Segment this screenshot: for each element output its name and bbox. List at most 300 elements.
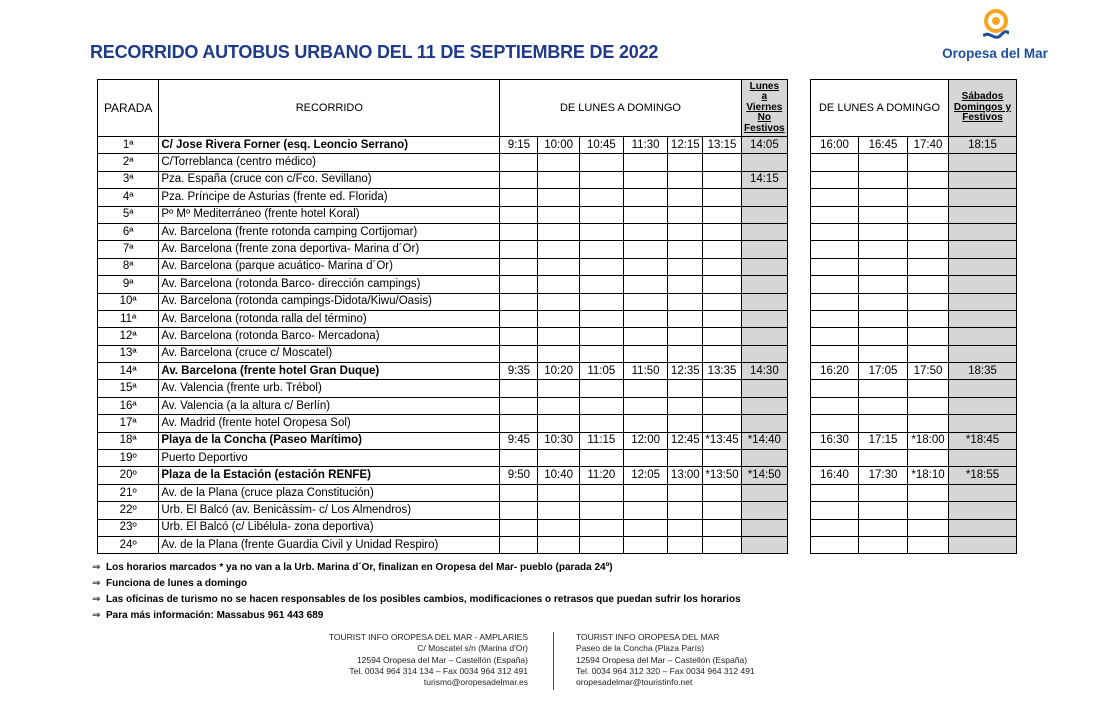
afternoon-time — [811, 310, 859, 327]
departure-time — [579, 189, 623, 206]
departure-time — [703, 310, 741, 327]
weekday-time — [741, 310, 787, 327]
afternoon-time — [811, 189, 859, 206]
departure-time: 9:15 — [500, 137, 538, 154]
footer-line[interactable]: oropesadelmar@touristinfo.net — [576, 677, 693, 688]
note-item — [92, 576, 741, 592]
departure-time — [623, 223, 667, 240]
weekday-time: *14:50 — [741, 467, 787, 484]
afternoon-time: *18:00 — [908, 432, 949, 449]
stop-row-afternoon — [811, 206, 1017, 223]
footer-divider — [553, 632, 554, 690]
weekend-time — [949, 206, 1017, 223]
afternoon-time — [908, 502, 949, 519]
weekday-time — [741, 380, 787, 397]
stop-name: Av. Barcelona (frente rotonda camping Cortijomar) — [159, 223, 500, 240]
weekend-time — [949, 345, 1017, 362]
stop-row-afternoon — [811, 519, 1017, 536]
departure-time — [703, 484, 741, 501]
afternoon-time — [908, 206, 949, 223]
departure-time — [538, 310, 579, 327]
departure-time — [538, 258, 579, 275]
stop-row — [98, 432, 788, 449]
footer-line: TOURIST INFO OROPESA DEL MAR — [576, 632, 720, 642]
departure-time — [623, 293, 667, 310]
departure-time — [500, 189, 538, 206]
weekend-time — [949, 293, 1017, 310]
weekday-time — [741, 397, 787, 414]
footer-office-concha — [576, 632, 836, 688]
departure-time — [623, 310, 667, 327]
departure-time — [703, 293, 741, 310]
afternoon-time — [908, 519, 949, 536]
weekend-time — [949, 171, 1017, 188]
weekday-time — [741, 241, 787, 258]
afternoon-time — [859, 206, 908, 223]
departure-time — [623, 519, 667, 536]
stop-row — [98, 276, 788, 293]
stop-row — [98, 467, 788, 484]
footer-line: 12594 Oropesa del Mar – Castellón (España) — [576, 654, 748, 665]
stop-row-afternoon — [811, 345, 1017, 362]
afternoon-time — [908, 223, 949, 240]
departure-time — [538, 484, 579, 501]
weekday-time — [741, 189, 787, 206]
stop-row — [98, 380, 788, 397]
departure-time — [500, 450, 538, 467]
weekend-time — [949, 310, 1017, 327]
departure-time: 12:15 — [668, 137, 703, 154]
stop-row — [98, 519, 788, 536]
weekend-time — [949, 241, 1017, 258]
departure-time — [538, 536, 579, 553]
departure-time: 12:00 — [623, 432, 667, 449]
weekend-time — [949, 223, 1017, 240]
afternoon-time — [859, 328, 908, 345]
departure-time — [668, 241, 703, 258]
departure-time — [579, 258, 623, 275]
note-text: Los horarios marcados * ya no van a la Urb. Marina d´Or, finalizan en Oropesa del Mar- pueblo (parada 24º) — [106, 562, 613, 573]
departure-time — [623, 345, 667, 362]
departure-time — [703, 189, 741, 206]
stop-name: Pza. Príncipe de Asturias (frente ed. Florida) — [159, 189, 500, 206]
departure-time — [538, 223, 579, 240]
stop-name: Puerto Deportivo — [159, 450, 500, 467]
stop-row — [98, 484, 788, 501]
afternoon-time — [859, 223, 908, 240]
footer-line[interactable]: turismo@oropesadelmar.es — [423, 677, 528, 688]
departure-time: 10:00 — [538, 137, 579, 154]
afternoon-time — [811, 171, 859, 188]
afternoon-time — [859, 241, 908, 258]
afternoon-time — [811, 484, 859, 501]
stop-name: Av. de la Plana (frente Guardia Civil y Unidad Respiro) — [159, 536, 500, 553]
afternoon-time — [859, 189, 908, 206]
afternoon-time — [859, 310, 908, 327]
afternoon-time — [908, 154, 949, 171]
afternoon-time — [908, 293, 949, 310]
afternoon-time — [811, 536, 859, 553]
afternoon-time — [811, 345, 859, 362]
stop-number: 12ª — [98, 328, 159, 345]
stop-number: 6ª — [98, 223, 159, 240]
afternoon-time: 17:40 — [908, 137, 949, 154]
departure-time — [623, 171, 667, 188]
departure-time — [538, 502, 579, 519]
afternoon-time — [908, 450, 949, 467]
afternoon-time — [859, 484, 908, 501]
col-lunes-viernes-header — [741, 80, 787, 137]
stop-row — [98, 293, 788, 310]
stop-row-afternoon — [811, 432, 1017, 449]
afternoon-time: *18:10 — [908, 467, 949, 484]
afternoon-time — [811, 258, 859, 275]
departure-time — [538, 345, 579, 362]
sabados-label-line: Festivos — [962, 112, 1003, 124]
weekend-time — [949, 276, 1017, 293]
stop-name: C/Torreblanca (centro médico) — [159, 154, 500, 171]
departure-time — [668, 310, 703, 327]
weekday-time — [741, 345, 787, 362]
afternoon-time — [811, 293, 859, 310]
afternoon-time: 16:00 — [811, 137, 859, 154]
departure-time — [668, 415, 703, 432]
stop-name: Pº Mº Mediterráneo (frente hotel Koral) — [159, 206, 500, 223]
departure-time — [703, 536, 741, 553]
logo-text: Oropesa del Mar — [942, 46, 1048, 61]
weekday-time — [741, 328, 787, 345]
weekend-time: 18:35 — [949, 363, 1017, 380]
departure-time — [500, 310, 538, 327]
sabados-label-line: Sábados — [961, 91, 1004, 103]
note-text: Para más información: Massabus 961 443 689 — [106, 610, 324, 621]
stop-name: Av. Barcelona (frente hotel Gran Duque) — [159, 363, 500, 380]
departure-time — [579, 223, 623, 240]
stop-row — [98, 171, 788, 188]
stop-row — [98, 363, 788, 380]
footer-line: Tel. 0034 964 312 320 – Fax 0034 964 312 491 — [576, 665, 755, 676]
departure-time — [579, 276, 623, 293]
stop-number: 14ª — [98, 363, 159, 380]
departure-time — [703, 519, 741, 536]
departure-time: 12:45 — [668, 432, 703, 449]
departure-time — [703, 380, 741, 397]
departure-time — [538, 276, 579, 293]
stop-number: 16ª — [98, 397, 159, 414]
stop-row-afternoon — [811, 397, 1017, 414]
departure-time — [500, 415, 538, 432]
stop-name: Av. de la Plana (cruce plaza Constitución) — [159, 484, 500, 501]
stop-row — [98, 258, 788, 275]
stop-row — [98, 206, 788, 223]
footer-office-amplaries — [300, 632, 528, 688]
afternoon-time — [859, 171, 908, 188]
departure-time: 12:05 — [623, 467, 667, 484]
stop-number: 21º — [98, 484, 159, 501]
afternoon-time — [859, 293, 908, 310]
stop-name: Av. Barcelona (parque acuático- Marina d´Or) — [159, 258, 500, 275]
afternoon-time — [908, 484, 949, 501]
departure-time — [500, 241, 538, 258]
afternoon-time — [908, 397, 949, 414]
departure-time — [500, 345, 538, 362]
stop-row-afternoon — [811, 223, 1017, 240]
departure-time — [703, 415, 741, 432]
weekday-time — [741, 415, 787, 432]
stop-number: 8ª — [98, 258, 159, 275]
stop-row-afternoon — [811, 328, 1017, 345]
departure-time — [538, 380, 579, 397]
stop-row-afternoon — [811, 137, 1017, 154]
departure-time — [500, 397, 538, 414]
departure-time — [623, 189, 667, 206]
stop-name: Av. Barcelona (rotonda campings-Didota/Kiwu/Oasis) — [159, 293, 500, 310]
departure-time: *13:45 — [703, 432, 741, 449]
afternoon-time — [859, 276, 908, 293]
afternoon-time — [908, 241, 949, 258]
departure-time — [623, 328, 667, 345]
stop-row-afternoon — [811, 450, 1017, 467]
afternoon-time — [859, 502, 908, 519]
departure-time — [703, 397, 741, 414]
stop-number: 10ª — [98, 293, 159, 310]
weekday-time: *14:40 — [741, 432, 787, 449]
departure-time — [668, 293, 703, 310]
departure-time: 10:40 — [538, 467, 579, 484]
departure-time — [538, 397, 579, 414]
departure-time — [668, 154, 703, 171]
afternoon-time — [859, 450, 908, 467]
stop-row — [98, 154, 788, 171]
weekday-time: 14:15 — [741, 171, 787, 188]
stop-number: 5ª — [98, 206, 159, 223]
afternoon-time — [908, 415, 949, 432]
timetable-main — [97, 79, 788, 554]
note-item — [92, 608, 741, 624]
stop-row — [98, 189, 788, 206]
departure-time — [703, 171, 741, 188]
departure-time — [538, 328, 579, 345]
stop-row — [98, 536, 788, 553]
departure-time — [668, 276, 703, 293]
footer-line: TOURIST INFO OROPESA DEL MAR - AMPLARIES — [328, 632, 528, 642]
stop-name: Av. Barcelona (rotonda ralla del término) — [159, 310, 500, 327]
departure-time — [538, 154, 579, 171]
weekend-time: *18:55 — [949, 467, 1017, 484]
afternoon-time — [859, 536, 908, 553]
stop-name: Av. Valencia (a la altura c/ Berlín) — [159, 397, 500, 414]
arrow-icon: ⇒ — [92, 578, 101, 589]
notes-list — [92, 560, 741, 624]
sabados-label-line: Domingos y — [953, 101, 1012, 113]
departure-time: 11:15 — [579, 432, 623, 449]
departure-time — [668, 519, 703, 536]
weekday-time — [741, 450, 787, 467]
departure-time — [500, 380, 538, 397]
stop-number: 9ª — [98, 276, 159, 293]
departure-time — [500, 154, 538, 171]
stop-row — [98, 502, 788, 519]
page-title: RECORRIDO AUTOBUS URBANO DEL 11 DE SEPTIEMBRE DE 2022 — [90, 42, 659, 62]
footer-line: Tel. 0034 964 314 134 – Fax 0034 964 312 491 — [349, 665, 528, 676]
departure-time — [579, 310, 623, 327]
departure-time — [538, 450, 579, 467]
stop-row-afternoon — [811, 293, 1017, 310]
stop-row-afternoon — [811, 154, 1017, 171]
stop-row — [98, 415, 788, 432]
departure-time — [500, 206, 538, 223]
departure-time — [538, 415, 579, 432]
afternoon-time — [908, 380, 949, 397]
weekend-time — [949, 502, 1017, 519]
departure-time — [579, 328, 623, 345]
afternoon-time — [811, 276, 859, 293]
col-recorrido-header: RECORRIDO — [159, 80, 500, 137]
weekend-time — [949, 154, 1017, 171]
stop-row-afternoon — [811, 484, 1017, 501]
stop-row — [98, 223, 788, 240]
departure-time — [668, 258, 703, 275]
departure-time — [703, 223, 741, 240]
departure-time — [623, 276, 667, 293]
departure-time — [668, 450, 703, 467]
stop-row-afternoon — [811, 363, 1017, 380]
weekend-time — [949, 189, 1017, 206]
lunes-viernes-label-line: a — [761, 91, 768, 103]
departure-time: 11:20 — [579, 467, 623, 484]
departure-time — [668, 189, 703, 206]
departure-time — [668, 206, 703, 223]
stop-row-afternoon — [811, 241, 1017, 258]
afternoon-time — [859, 415, 908, 432]
weekday-time — [741, 276, 787, 293]
departure-time: *13:50 — [703, 467, 741, 484]
stop-number: 15ª — [98, 380, 159, 397]
departure-time — [703, 345, 741, 362]
departure-time — [668, 536, 703, 553]
stop-number: 19º — [98, 450, 159, 467]
afternoon-time — [811, 241, 859, 258]
afternoon-time: 16:30 — [811, 432, 859, 449]
departure-time — [623, 380, 667, 397]
stop-name: Plaza de la Estación (estación RENFE) — [159, 467, 500, 484]
stop-name: Urb. El Balcó (c/ Libélula- zona deportiva) — [159, 519, 500, 536]
weekday-time — [741, 519, 787, 536]
footer-line: C/ Moscatel s/n (Marina d'Or) — [417, 643, 528, 654]
weekday-time: 14:05 — [741, 137, 787, 154]
weekend-time — [949, 380, 1017, 397]
departure-time — [623, 154, 667, 171]
stop-name: Playa de la Concha (Paseo Marítimo) — [159, 432, 500, 449]
weekday-time — [741, 206, 787, 223]
afternoon-time — [811, 206, 859, 223]
departure-time — [500, 223, 538, 240]
timetable-afternoon — [810, 79, 1017, 554]
departure-time: 12:35 — [668, 363, 703, 380]
note-text: Funciona de lunes a domingo — [106, 578, 248, 589]
stop-name: Av. Barcelona (cruce c/ Moscatel) — [159, 345, 500, 362]
afternoon-time: 17:30 — [859, 467, 908, 484]
afternoon-time — [908, 258, 949, 275]
afternoon-time: 16:40 — [811, 467, 859, 484]
departure-time: 11:05 — [579, 363, 623, 380]
weekend-time — [949, 519, 1017, 536]
departure-time: 11:50 — [623, 363, 667, 380]
departure-time — [668, 328, 703, 345]
stop-name: Av. Valencia (frente urb. Trébol) — [159, 380, 500, 397]
stop-name: Av. Madrid (frente hotel Oropesa Sol) — [159, 415, 500, 432]
weekday-time — [741, 293, 787, 310]
departure-time — [623, 502, 667, 519]
departure-time — [500, 519, 538, 536]
col-lunes-domingo-header: DE LUNES A DOMINGO — [500, 80, 741, 137]
afternoon-time — [859, 258, 908, 275]
afternoon-time — [908, 171, 949, 188]
arrow-icon: ⇒ — [92, 562, 101, 573]
stop-number: 2ª — [98, 154, 159, 171]
afternoon-time: 17:50 — [908, 363, 949, 380]
afternoon-time — [908, 345, 949, 362]
weekday-time — [741, 536, 787, 553]
weekday-time — [741, 484, 787, 501]
stop-row — [98, 241, 788, 258]
afternoon-time — [859, 519, 908, 536]
departure-time — [500, 502, 538, 519]
afternoon-time — [811, 450, 859, 467]
departure-time — [579, 519, 623, 536]
departure-time — [500, 293, 538, 310]
departure-time — [703, 241, 741, 258]
departure-time — [703, 276, 741, 293]
afternoon-time — [811, 519, 859, 536]
stop-name: C/ Jose Rivera Forner (esq. Leoncio Serrano) — [159, 137, 500, 154]
departure-time — [500, 258, 538, 275]
weekday-time — [741, 154, 787, 171]
departure-time — [623, 536, 667, 553]
lunes-viernes-label-line: Lunes — [749, 80, 780, 92]
departure-time — [668, 484, 703, 501]
departure-time — [668, 171, 703, 188]
stop-number: 24º — [98, 536, 159, 553]
departure-time: 9:35 — [500, 363, 538, 380]
weekday-time — [741, 502, 787, 519]
departure-time: 13:35 — [703, 363, 741, 380]
header-row — [811, 80, 1017, 137]
departure-time: 10:45 — [579, 137, 623, 154]
weekday-time: 14:30 — [741, 363, 787, 380]
afternoon-time: 17:15 — [859, 432, 908, 449]
departure-time: 11:30 — [623, 137, 667, 154]
departure-time — [538, 206, 579, 223]
afternoon-time — [908, 536, 949, 553]
departure-time — [500, 276, 538, 293]
departure-time — [623, 241, 667, 258]
stop-number: 13ª — [98, 345, 159, 362]
stop-row — [98, 310, 788, 327]
weekend-time — [949, 328, 1017, 345]
stop-number: 11ª — [98, 310, 159, 327]
departure-time — [500, 484, 538, 501]
departure-time — [579, 241, 623, 258]
departure-time — [623, 397, 667, 414]
afternoon-time — [811, 502, 859, 519]
afternoon-time: 16:45 — [859, 137, 908, 154]
stop-number: 23º — [98, 519, 159, 536]
afternoon-time — [859, 397, 908, 414]
stop-row — [98, 450, 788, 467]
departure-time: 13:15 — [703, 137, 741, 154]
stop-row — [98, 137, 788, 154]
